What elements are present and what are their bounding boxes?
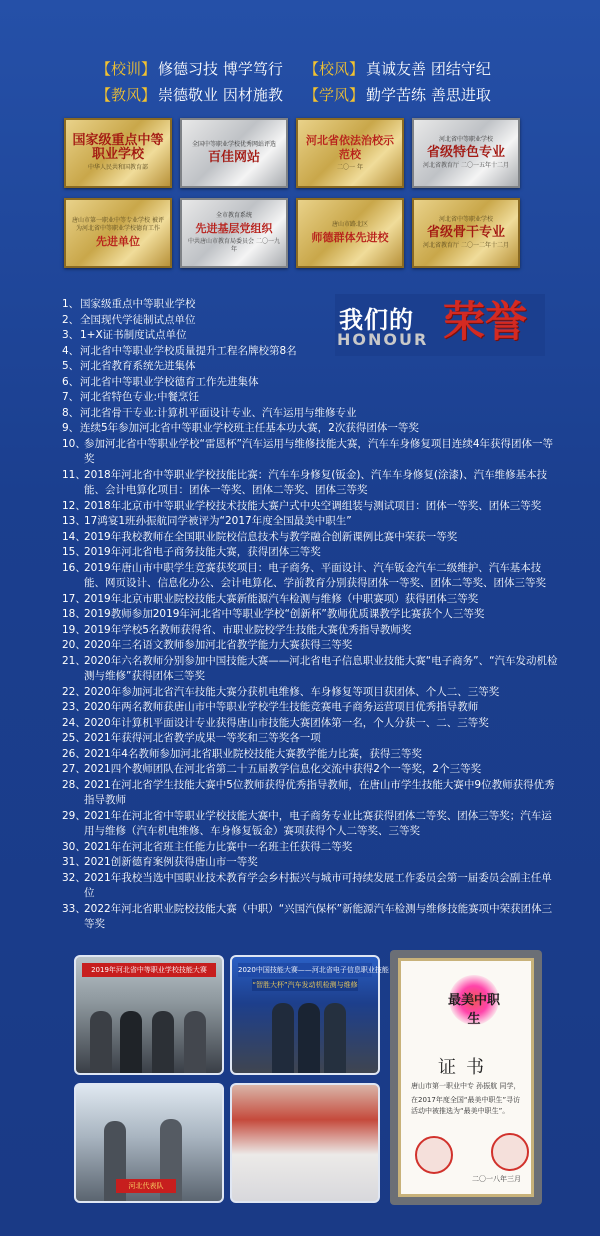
honor-item bbox=[62, 545, 562, 561]
honor-text: 2020年计算机平面设计专业获得唐山市技能大赛团体第一名，个人分获一、二、三等奖 bbox=[84, 716, 489, 729]
plaque bbox=[180, 118, 288, 188]
person-figure bbox=[120, 1011, 142, 1073]
plaque-issuer: 中华人民共和国教育部 bbox=[87, 164, 148, 171]
honor-item bbox=[62, 592, 562, 608]
honor-text: 2020年参加河北省汽车技能大赛分获机电维修、车身修复等项目获团体、个人二、三等奖 bbox=[84, 685, 500, 698]
school-motto bbox=[96, 56, 556, 108]
honor-text: 2021年获得河北省教学成果一等奖和三等奖各一项 bbox=[84, 732, 321, 744]
honor-item bbox=[62, 421, 562, 437]
honor-text: 连续5年参加河北省中等职业学校班主任基本功大赛，2次获得团体一等奖 bbox=[80, 422, 419, 434]
honour-title-en: HONOUR bbox=[337, 330, 429, 349]
plaque-title: 师德群体先进校 bbox=[311, 231, 389, 244]
honor-text: 1+X证书制度试点单位 bbox=[80, 329, 187, 341]
honor-number: 24、 bbox=[62, 716, 86, 729]
certificate bbox=[398, 958, 534, 1197]
honor-number: 30、 bbox=[62, 840, 86, 853]
honor-text: 2020年两名教师获唐山市中等职业学校学生技能竞赛电子商务运营项目优秀指导教师 bbox=[84, 701, 479, 713]
honor-item bbox=[62, 638, 562, 654]
plaque bbox=[412, 118, 520, 188]
plaque-title: 省级特色专业 bbox=[426, 145, 505, 160]
plaque-header: 唐山市路北区 bbox=[331, 221, 368, 228]
honor-number: 17、 bbox=[62, 592, 86, 605]
plaque bbox=[64, 198, 172, 268]
motto-value: 修德习技 博学笃行 bbox=[158, 60, 283, 78]
plaque-issuer: 中共唐山市教育局委员会 二〇一九年 bbox=[188, 238, 280, 253]
honor-text: 2021创新德育案例获得唐山市一等奖 bbox=[84, 856, 258, 868]
plaque-title: 先进单位 bbox=[96, 235, 140, 248]
honor-item bbox=[62, 514, 562, 530]
bracket-open: 【 bbox=[304, 60, 320, 78]
honor-number: 28、 bbox=[62, 778, 86, 791]
motto-item bbox=[96, 56, 296, 82]
honor-text: 2021在河北省学生技能大赛中5位教师获得优秀指导教师，在唐山市学生技能大赛中9位教师获得优秀指导教师 bbox=[84, 778, 555, 806]
honor-item bbox=[62, 561, 562, 592]
bracket-close: 】 bbox=[141, 86, 157, 104]
motto-key: 校风 bbox=[319, 60, 350, 78]
certificate-photo bbox=[390, 950, 542, 1205]
honor-number: 5、 bbox=[62, 360, 80, 372]
honor-text: 2019年学校5名教师获得省、市职业院校学生技能大赛优秀指导教师奖 bbox=[84, 623, 412, 636]
certificate-title: 证书 bbox=[438, 1057, 494, 1078]
plaque-header: 唐山市第一职业中等专业学校 被评为河北省中等职业学校德育工作 bbox=[72, 217, 164, 232]
photo-grid bbox=[74, 955, 389, 1205]
person-figure bbox=[90, 1011, 112, 1073]
plaque-title: 省级骨干专业 bbox=[426, 225, 505, 240]
honor-text: 国家级重点中等职业学校 bbox=[80, 298, 196, 310]
honor-number: 12、 bbox=[62, 499, 86, 512]
honor-item bbox=[62, 902, 562, 933]
certificate-body: 在2017年度全国“最美中职生”寻访活动中被推选为“最美中职生”。 bbox=[411, 1096, 521, 1115]
honor-text: 2018年河北省中等职业学校技能比赛：汽车车身修复(钣金)、汽车车身修复(涂漆)、汽车维修基本技能、会计电算化项目：团体一等奖、团体二等奖、团体三等奖 bbox=[84, 468, 548, 496]
honor-number: 9、 bbox=[62, 422, 80, 434]
plaque-issuer: 河北省教育厅 二〇一五年十二月 bbox=[423, 162, 509, 169]
honor-item bbox=[62, 654, 562, 685]
certificate-logo-text: 最美中职生 bbox=[447, 993, 500, 1027]
honor-text: 全国现代学徒制试点单位 bbox=[80, 313, 196, 326]
honor-text: 2018年北京市中等职业学校技术技能大赛户式中央空调组装与测试项目：团体一等奖、团体三等奖 bbox=[84, 499, 542, 512]
honor-number: 33、 bbox=[62, 902, 86, 915]
honor-item bbox=[62, 375, 562, 391]
honor-number: 8、 bbox=[62, 406, 80, 419]
honor-text: 2019教师参加2019年河北省中等职业学校“创新杯”教师优质课教学比赛获个人三等奖 bbox=[84, 608, 485, 620]
honor-text: 17鸿宴1班孙振航同学被评为“2017年度全国最美中职生” bbox=[84, 515, 352, 527]
photo-exam-hall bbox=[230, 1083, 380, 1203]
certificate-date: 二〇一八年三月 bbox=[472, 1175, 521, 1183]
plaque bbox=[296, 198, 404, 268]
honor-text: 河北省特色专业:中餐烹饪 bbox=[80, 391, 200, 403]
honour-title-big: 荣誉 bbox=[443, 297, 528, 346]
honor-number: 22、 bbox=[62, 685, 86, 698]
honor-item bbox=[62, 499, 562, 515]
honor-item bbox=[62, 700, 562, 716]
honor-text: 河北省中等职业学校德育工作先进集体 bbox=[80, 375, 259, 388]
honor-number: 31、 bbox=[62, 856, 86, 868]
honor-text: 2019年河北省电子商务技能大赛，获得团体三等奖 bbox=[84, 546, 321, 558]
honor-number: 10、 bbox=[62, 437, 86, 450]
honor-item bbox=[62, 747, 562, 763]
honor-text: 2021年4名教师参加河北省职业院校技能大赛教学能力比赛，获得三等奖 bbox=[84, 747, 422, 760]
honor-item bbox=[62, 607, 562, 623]
honor-number: 16、 bbox=[62, 561, 86, 574]
honor-number: 4、 bbox=[62, 344, 80, 357]
honor-text: 2021年我校当选中国职业技术教育学会乡村振兴与城市可持续发展工作委员会第一届委员会副主任单位 bbox=[84, 871, 552, 899]
honor-number: 11、 bbox=[62, 468, 86, 481]
honor-item bbox=[62, 871, 562, 902]
honor-item bbox=[62, 840, 562, 856]
plaque-header: 全国中等职业学校优秀网站评选 bbox=[191, 141, 276, 148]
motto-item bbox=[304, 56, 504, 82]
photo-banner: 2019年河北省中等职业学校技能大赛 bbox=[82, 963, 216, 977]
honor-text: 2020年三名语文教师参加河北省教学能力大赛获得三等奖 bbox=[84, 639, 353, 651]
honor-text: 河北省中等职业学校质量提升工程名牌校第8名 bbox=[80, 344, 297, 357]
motto-key: 教风 bbox=[111, 86, 142, 104]
person-figure bbox=[184, 1011, 206, 1073]
honor-item bbox=[62, 716, 562, 732]
honor-number: 2、 bbox=[62, 313, 80, 326]
plaque bbox=[296, 118, 404, 188]
honor-number: 32、 bbox=[62, 871, 86, 884]
photo-banner: 2020中国技能大赛——河北省电子信息职业技能 bbox=[238, 963, 372, 977]
seal-stamp bbox=[491, 1133, 529, 1171]
honor-number: 23、 bbox=[62, 701, 86, 713]
person-figure bbox=[152, 1011, 174, 1073]
honor-number: 3、 bbox=[62, 329, 80, 341]
award-plaques bbox=[64, 118, 534, 270]
honors-list bbox=[62, 297, 562, 933]
honor-number: 7、 bbox=[62, 391, 80, 403]
seal-stamp bbox=[415, 1136, 453, 1174]
motto-item bbox=[96, 82, 296, 108]
honor-item bbox=[62, 530, 562, 546]
bracket-close: 】 bbox=[141, 60, 157, 78]
honor-text: 2019年我校教师在全国职业院校信息技术与教学融合创新课例比赛中荣获一等奖 bbox=[84, 530, 458, 543]
certificate-recipient: 唐山市第一职业中专 孙振航 同学， bbox=[411, 1082, 521, 1090]
bracket-close: 】 bbox=[349, 60, 365, 78]
honor-number: 26、 bbox=[62, 747, 86, 760]
honor-item bbox=[62, 731, 562, 747]
honor-text: 参加河北省中等职业学校“雷恩杯”汽车运用与维修技能大赛，汽车车身修复项目连续4年获得团体一等奖 bbox=[84, 437, 554, 465]
honor-text: 2021年在河北省中等职业学校技能大赛中，电子商务专业比赛获得团体二等奖、团体三等奖；汽车运用与维修（汽车机电维修、车身修复钣金）赛项获得个人二等奖、三等奖 bbox=[84, 809, 552, 837]
bracket-open: 【 bbox=[304, 86, 320, 104]
honor-item bbox=[62, 359, 562, 375]
photo-team-outdoor bbox=[74, 1083, 224, 1203]
honor-item bbox=[62, 685, 562, 701]
honor-item bbox=[62, 623, 562, 639]
honor-text: 2019年北京市职业院校技能大赛新能源汽车检测与维修（中职赛项）获得团体三等奖 bbox=[84, 592, 479, 605]
honor-number: 29、 bbox=[62, 809, 86, 822]
honor-number: 19、 bbox=[62, 623, 86, 636]
honor-number: 21、 bbox=[62, 654, 86, 667]
plaque-title: 河北省依法治校示范校 bbox=[306, 134, 394, 161]
honor-text: 2021年在河北省班主任能力比赛中一名班主任获得二等奖 bbox=[84, 840, 353, 853]
honor-text: 2021四个教师团队在河北省第二十五届教学信息化交流中获得2个一等奖，2个三等奖 bbox=[84, 763, 482, 775]
honor-item bbox=[62, 468, 562, 499]
honor-text: 2022年河北省职业院校技能大赛（中职）“兴国汽保杯”新能源汽车检测与维修技能赛项中荣获团体三等奖 bbox=[84, 902, 553, 930]
honour-heading bbox=[335, 294, 545, 356]
plaque-header: 河北省中等职业学校 bbox=[438, 136, 493, 143]
honor-item bbox=[62, 778, 562, 809]
honor-number: 15、 bbox=[62, 546, 86, 558]
plaque-issuer: 河北省教育厅 二〇一二年十二月 bbox=[423, 242, 509, 249]
motto-item bbox=[304, 82, 504, 108]
plaque bbox=[180, 198, 288, 268]
person-figure bbox=[272, 1003, 294, 1073]
plaque-title: 百佳网站 bbox=[207, 150, 260, 165]
motto-value: 真诚友善 团结守纪 bbox=[366, 60, 491, 78]
honor-text: 河北省教育系统先进集体 bbox=[80, 360, 196, 372]
motto-value: 勤学苦练 善思进取 bbox=[366, 86, 491, 104]
honor-item bbox=[62, 809, 562, 840]
honor-item bbox=[62, 855, 562, 871]
honor-item bbox=[62, 390, 562, 406]
photo-award-students bbox=[74, 955, 224, 1075]
honor-item bbox=[62, 762, 562, 778]
motto-row bbox=[96, 56, 556, 82]
honour-title-cn: 我们的 bbox=[339, 306, 414, 334]
honor-number: 13、 bbox=[62, 515, 86, 527]
bracket-open: 【 bbox=[96, 86, 112, 104]
honor-item bbox=[62, 437, 562, 468]
person-figure bbox=[298, 1003, 320, 1073]
honor-text: 2020年六名教师分别参加中国技能大赛——河北省电子信息职业技能大赛“电子商务”、“汽车发动机检测与维修”获得团体三等奖 bbox=[84, 654, 558, 682]
honor-number: 25、 bbox=[62, 732, 86, 744]
plaque-header: 全市教育系统 bbox=[215, 212, 252, 219]
plaque bbox=[412, 198, 520, 268]
plaque-header: 河北省中等职业学校 bbox=[438, 216, 493, 223]
motto-key: 校训 bbox=[111, 60, 142, 78]
motto-value: 崇德敬业 因材施教 bbox=[158, 86, 283, 104]
plaque-issuer: 二〇一 年 bbox=[337, 164, 363, 171]
plaque-title: 先进基层党组织 bbox=[195, 222, 273, 235]
honor-text: 2019年唐山市中职学生竞赛获奖项目：电子商务、平面设计、汽车钣金汽车二级维护、汽车基本技能、网页设计、信息化办公、会计电算化、学前教育分别获得团体一等奖、团体二等奖、团体三等奖 bbox=[84, 561, 546, 589]
photo-competition-stage bbox=[230, 955, 389, 1075]
plaque-title: 国家级重点中等职业学校 bbox=[72, 133, 164, 162]
motto-key: 学风 bbox=[319, 86, 350, 104]
honor-number: 6、 bbox=[62, 375, 80, 388]
bracket-close: 】 bbox=[349, 86, 365, 104]
honor-number: 18、 bbox=[62, 608, 86, 620]
honor-number: 14、 bbox=[62, 530, 86, 543]
person-figure bbox=[324, 1003, 346, 1073]
photo-banner-sub: “智胜大杯”汽车发动机检测与维修 bbox=[252, 981, 358, 989]
plaque bbox=[64, 118, 172, 188]
bracket-open: 【 bbox=[96, 60, 112, 78]
honor-number: 1、 bbox=[62, 298, 80, 310]
honor-number: 27、 bbox=[62, 763, 86, 775]
honor-number: 20、 bbox=[62, 639, 86, 651]
honor-text: 河北省骨干专业:计算机平面设计专业、汽车运用与维修专业 bbox=[80, 406, 357, 419]
team-sign: 河北代表队 bbox=[116, 1179, 176, 1193]
honor-item bbox=[62, 406, 562, 422]
motto-row bbox=[96, 82, 556, 108]
